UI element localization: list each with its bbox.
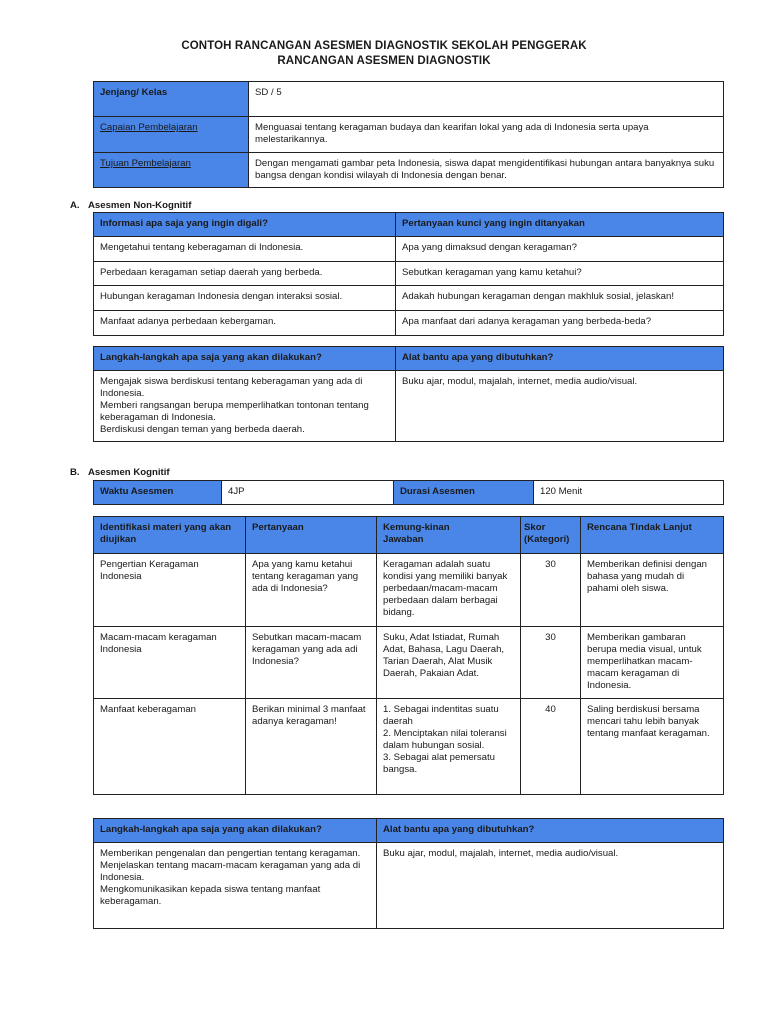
nk-question-cell: Adakah hubungan keragaman dengan makhluk sosial, jelaskan! [402, 291, 675, 302]
info-table [93, 81, 724, 188]
k-skor-cell: 30 [545, 632, 556, 643]
answer-line: 3. Sebagai alat pemersatu bangsa. [383, 752, 496, 775]
waktu-label: Waktu Asesmen [100, 486, 174, 497]
nk-question-cell: Sebutkan keragaman yang kamu ketahui? [402, 267, 582, 278]
table-row [94, 262, 724, 286]
k-header-pertanyaan: Pertanyaan [252, 522, 304, 533]
nk-info-cell: Mengetahui tentang keberagaman di Indonesia. [100, 242, 304, 253]
step-line: Berdiskusi dengan teman yang berbeda daerah. [100, 424, 305, 435]
table-row [94, 286, 724, 311]
capaian-label-cell [94, 117, 249, 153]
section-b-heading [70, 467, 170, 478]
durasi-value: 120 Menit [540, 486, 583, 497]
jenjang-value: SD / 5 [255, 87, 282, 98]
k-jawaban-cell [377, 699, 520, 781]
table-row [94, 699, 724, 795]
nk-question-cell: Apa yang dimaksud dengan keragaman? [402, 242, 577, 253]
k-materi-cell: Macam-macam keragaman Indonesia [100, 632, 217, 655]
k-tools-value: Buku ajar, modul, majalah, internet, media audio/visual. [383, 848, 619, 859]
jenjang-label: Jenjang/ Kelas [100, 87, 168, 98]
k-steps-cell [94, 843, 376, 913]
k-header-jawaban [377, 517, 520, 551]
nk-steps-table [93, 346, 724, 442]
nk-header-question-text: Pertanyaan kunci yang ingin ditanyakan [402, 218, 585, 229]
k-materi-cell: Manfaat keberagaman [100, 704, 196, 715]
step-line: Menjelaskan tentang macam-macam keragaman yang ada di Indonesia. [100, 860, 361, 883]
table-row [94, 237, 724, 262]
k-pertanyaan-cell: Berikan minimal 3 manfaat adanya keragaman! [252, 704, 366, 727]
answer-line: Keragaman adalah suatu kondisi yang memiliki banyak perbedaan/macam-macam perbedaan dalam berbagai bidang. [383, 559, 508, 618]
k-pertanyaan-cell: Apa yang kamu ketahui tentang keragaman yang ada di Indonesia? [252, 559, 359, 594]
k-materi-cell: Pengertian Keragaman Indonesia [100, 559, 199, 582]
answer-line: 2. Menciptakan nilai toleransi dalam hubungan sosial. [383, 728, 507, 751]
table-row [94, 311, 724, 336]
k-skor-cell: 30 [545, 559, 556, 570]
k-header-jawaban-line2: Jawaban [383, 534, 424, 545]
k-jawaban-cell [377, 627, 520, 685]
k-header-skor-line1: Skor [524, 522, 546, 533]
tujuan-label-cell [94, 153, 249, 188]
document-subtitle: RANCANGAN ASESMEN DIAGNOSTIK [277, 55, 491, 67]
nk-header-question [396, 213, 724, 237]
kognitif-table [93, 516, 724, 795]
nk-info-cell: Hubungan keragaman Indonesia dengan interaksi sosial. [100, 291, 343, 302]
waktu-table [93, 480, 724, 505]
durasi-label: Durasi Asesmen [400, 486, 475, 497]
capaian-label: Capaian Pembelajaran [100, 122, 198, 133]
section-b-title: Asesmen Kognitif [88, 467, 170, 478]
tujuan-value: Dengan mengamati gambar peta Indonesia, siswa dapat mengidentifikasi hubungan antara banyaknya suku bangsa dengan kondisi wilayah di Indonesia dengan benar. [255, 158, 715, 181]
nk-info-cell: Perbedaan keragaman setiap daerah yang berbeda. [100, 267, 323, 278]
answer-line: Suku, Adat Istiadat, Rumah Adat, Bahasa, Lagu Daerah, Tarian Daerah, Alat Musik Daerah, Pakaian Adat. [383, 632, 505, 679]
k-tools-header: Alat bantu apa yang dibutuhkan? [383, 824, 535, 835]
table-row [94, 554, 724, 627]
k-jawaban-cell [377, 554, 520, 624]
step-line: Memberi rangsangan berupa memperlihatkan tontonan tentang keberagaman di Indonesia. [100, 400, 369, 423]
waktu-value: 4JP [228, 486, 245, 497]
nk-header-info-text: Informasi apa saja yang ingin digali? [100, 218, 268, 229]
tujuan-value-cell [249, 153, 724, 188]
section-a-letter: A. [70, 200, 80, 211]
nk-tools-value: Buku ajar, modul, majalah, internet, media audio/visual. [402, 376, 638, 387]
k-header-materi: Identifikasi materi yang akan diujikan [100, 522, 232, 545]
nk-steps-header: Langkah-langkah apa saja yang akan dilakukan? [100, 352, 322, 363]
non-kognitif-table [93, 212, 724, 336]
k-header-rencana: Rencana Tindak Lanjut [587, 522, 692, 533]
k-rencana-cell: Saling berdiskusi bersama mencari tahu lebih banyak tentang manfaat keragaman. [587, 704, 710, 739]
nk-tools-header: Alat bantu apa yang dibutuhkan? [402, 352, 554, 363]
nk-header-info [94, 213, 396, 237]
k-rencana-cell: Memberikan gambaran berupa media visual, untuk memperlihatkan macam-macam keragaman di Indonesia. [587, 632, 702, 691]
k-skor-cell: 40 [545, 704, 556, 715]
answer-line: 1. Sebagai indentitas suatu daerah [383, 704, 499, 727]
step-line: Mengkomunikasikan kepada siswa tentang manfaat keberagaman. [100, 884, 321, 907]
jenjang-value-cell [249, 82, 724, 117]
step-line: Memberikan pengenalan dan pengertian tentang keragaman. [100, 848, 361, 859]
nk-question-cell: Apa manfaat dari adanya keragaman yang berbeda-beda? [402, 316, 652, 327]
section-a-title: Asesmen Non-Kognitif [88, 200, 192, 211]
k-header-skor [521, 517, 580, 551]
k-header-skor-line2: (Kategori) [524, 534, 570, 545]
table-row [94, 627, 724, 699]
k-rencana-cell: Memberikan definisi dengan bahasa yang mudah di pahami oleh siswa. [587, 559, 707, 594]
k-steps-header: Langkah-langkah apa saja yang akan dilakukan? [100, 824, 322, 835]
step-line: Mengajak siswa berdiskusi tentang keberagaman yang ada di Indonesia. [100, 376, 363, 399]
capaian-value: Menguasai tentang keragaman budaya dan kearifan lokal yang ada di Indonesia serta upaya melestarikannya. [255, 122, 649, 145]
section-b-letter: B. [70, 467, 80, 478]
jenjang-label-cell [94, 82, 249, 117]
tujuan-label: Tujuan Pembelajaran [100, 158, 191, 169]
nk-steps-cell [94, 371, 395, 441]
capaian-value-cell [249, 117, 724, 153]
k-pertanyaan-cell: Sebutkan macam-macam keragaman yang ada adi Indonesia? [252, 632, 362, 667]
section-a-heading [70, 200, 191, 211]
k-steps-table [93, 818, 724, 929]
nk-info-cell: Manfaat adanya perbedaan kebergaman. [100, 316, 277, 327]
k-header-jawaban-line1: Kemung-kinan [383, 522, 450, 533]
document-title: CONTOH RANCANGAN ASESMEN DIAGNOSTIK SEKOLAH PENGGERAK [181, 40, 587, 52]
